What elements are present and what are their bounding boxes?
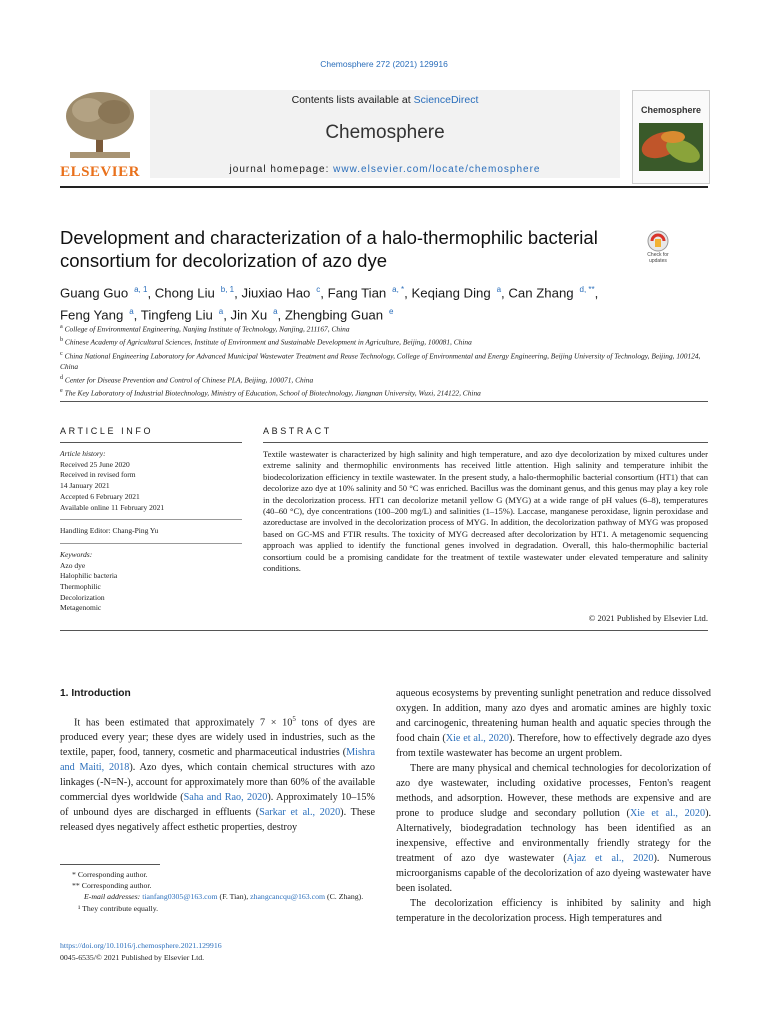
affiliation-item: $^b$ Chinese Academy of Agricultural Sciences, Institute of Environment and Sustainable Development in Agriculture, Beijing, 100081, China <box>60 337 472 347</box>
intro-paragraph-1: It has been estimated that approximately $7 \times 10^5$ tons of dyes are produced every year; these dyes are widely used in industries, such as the textile, paper, food, tannery, cosmetic and pharmaceutical industries (Mishra and Maiti, 2018). Azo dyes, which contain chemical structures with azo linkages (-N=N-), account for approximately more than 60% of the available commercial dyes worldwide (Saha and Rao, 2020). Approximately 10–15% of unbound dyes are discharged in effluents (Sarkar et al., 2020). These released dyes negatively affect esthetic properties, destroy <box>60 715 376 834</box>
affiliations <box>60 322 710 399</box>
article-info-heading: ARTICLE INFO <box>60 426 154 436</box>
body-left-column <box>60 686 375 835</box>
ref-sarkar-link[interactable]: Sarkar et al., 2020 <box>259 807 341 819</box>
abstract-bottom-rule <box>60 630 708 631</box>
author-affiliation-marker[interactable]: a <box>494 285 502 294</box>
footnote-rule <box>60 864 160 865</box>
homepage-line <box>150 164 620 175</box>
article-info-rule <box>60 442 242 443</box>
elsevier-logo[interactable] <box>60 90 140 182</box>
intro-paragraph-1-cont: aqueous ecosystems by preventing sunlight penetration and reduce dissolved oxygen. In addition, many azo dyes and aromatic amines are highly toxic and carcinogenic, threatening human health and aquatic species through the food chain (Xie et al., 2020). Therefore, how to effectively degrade azo dyes from textile wastewater has become an urgent problem. <box>396 688 711 759</box>
author-name[interactable]: Jin Xu <box>230 307 268 323</box>
author-list: Guang Guo $^{a, 1}$, Chong Liu $^{b, 1}$, Jiuxiao Hao $^c$, Fang Tian $^{a, *}$, Keqiang Ding $^a$, Can Zhang $^{d, **}$, Feng Yang $^a$, Tingfeng Liu $^a$, Jin Xu $^a$, Zhengbing Guan $^e$ <box>60 285 599 323</box>
footnote-equal-contribution: ¹ They contribute equally. <box>78 903 159 913</box>
footnote-emails: E-mail addresses: tianfang0305@163.com (F. Tian), zhangcancqu@163.com (C. Zhang). <box>84 892 364 902</box>
keyword-item: Metagenomic <box>60 603 102 613</box>
keyword-item: Thermophilic <box>60 582 101 592</box>
history-list <box>60 460 242 514</box>
bottom-info <box>60 940 375 963</box>
masthead-rule <box>60 186 708 188</box>
publisher-name: ELSEVIER <box>60 164 140 180</box>
cover-leaf-image <box>639 123 703 171</box>
abstract-text: Textile wastewater is characterized by high salinity and high temperature, and azo dye decolorization by mixed cultures under extreme salinity and thermophilic environments has received little attention. High salinity and temperature inhibit the biodecolorization efficiency in textile wastewater. In the present study, a halo-thermophilic bacterial consortium (HT1) that can decolorize azo dye at 10% salinity and 50 °C was enriched. Bacillus was the dominant genus, and this genus may play a key role in the decolorization process. HT1 can decolorize metanil yellow G (MYG) at a wide range of pH values (6–8), temperatures (40–60 °C), dye concentrations (100–200 mg/L) and salinities (1–15%). Laccase, manganese peroxidase, lignin peroxidase and azoreductase are involved in the decolorization process of MYG. In addition, the decolorization pathway of MYG was proposed based on GC-MS and FTIR results. The toxicity of MYG decreased after decolorization by HT1. A metagenomic sequencing approach was applied to identify the functional genes involved in degradation. Overall, this halo-thermophilic bacterial consortium could be a promising candidate for the treatment of textile wastewater under elevated temperature and salinity conditions. <box>263 449 708 574</box>
author-name[interactable]: Chong Liu <box>154 285 215 301</box>
author-name[interactable]: Can Zhang <box>508 285 574 301</box>
affiliation-item: $^a$ College of Environmental Engineering, Nanjing Institute of Technology, Nanjing, 211167, China <box>60 324 350 334</box>
keywords-list <box>60 561 242 615</box>
journal-cover[interactable] <box>632 90 710 184</box>
author-name[interactable]: Keqiang Ding <box>411 285 491 301</box>
issn-line: 0045-6535/© 2021 Published by Elsevier Ltd. <box>60 952 205 962</box>
journal-reference[interactable] <box>0 59 768 69</box>
author-affiliation-marker[interactable]: a <box>216 307 224 317</box>
article-title: Development and characterization of a halo-thermophilic bacterial consortium for decolorization of azo dye <box>60 227 598 271</box>
history-item: 14 January 2021 <box>60 481 110 491</box>
history-item: Received in revised form <box>60 470 136 480</box>
affiliation-item: $^c$ China National Engineering Laboratory for Advanced Municipal Wastewater Treatment and Reuse Technology, College of Environmental and Energy Engineering, Beijing University of Technology, Beijing, 100124, China <box>60 350 701 371</box>
ref-saha-link[interactable]: Saha and Rao, 2020 <box>183 792 268 804</box>
ref-xie-link-2[interactable]: Xie et al., 2020 <box>629 808 706 819</box>
abstract-copyright: © 2021 Published by Elsevier Ltd. <box>588 613 708 623</box>
author-affiliation-marker[interactable]: e <box>386 307 394 317</box>
contents-line <box>150 94 620 106</box>
doi-link[interactable]: https://doi.org/10.1016/j.chemosphere.2021.129916 <box>60 941 222 950</box>
history-item: Accepted 6 February 2021 <box>60 491 140 501</box>
homepage-prefix: journal homepage: <box>229 164 330 175</box>
affiliation-item: $^d$ Center for Disease Prevention and Control of Chinese PLA, Beijing, 100071, China <box>60 374 314 385</box>
author-name[interactable]: Jiuxiao Hao <box>241 285 311 301</box>
footnotes <box>60 869 375 914</box>
keyword-item: Halophilic bacteria <box>60 571 118 581</box>
elsevier-tree-icon <box>60 90 140 162</box>
check-for-updates-icon <box>643 230 673 254</box>
history-item: Received 25 June 2020 <box>60 459 130 469</box>
homepage-link[interactable]: www.elsevier.com/locate/chemosphere <box>333 164 541 175</box>
check-for-updates-label: Check for updates <box>647 252 669 264</box>
history-item: Available online 11 February 2021 <box>60 502 165 512</box>
footnote-corresponding-2: ** Corresponding author. <box>72 881 152 891</box>
author-name[interactable]: Tingfeng Liu <box>140 307 213 323</box>
abstract-heading: ABSTRACT <box>263 426 332 436</box>
cover-title: Chemosphere <box>640 105 702 115</box>
ref-ajaz-link[interactable]: Ajaz et al., 2020 <box>566 853 654 864</box>
handling-editor: Handling Editor: Chang-Ping Yu <box>60 526 159 536</box>
affiliation-item: $^e$ The Key Laboratory of Industrial Biotechnology, Ministry of Education, School of Biotechnology, Jiangnan University, Wuxi, 214122, China <box>60 387 481 398</box>
keywords-label: Keywords: <box>60 549 93 559</box>
journal-name: Chemosphere <box>325 122 445 143</box>
contents-prefix: Contents lists available at <box>291 94 411 106</box>
author-affiliation-marker[interactable]: c <box>314 285 321 294</box>
author-name[interactable]: Fang Tian <box>327 285 387 301</box>
keyword-item: Azo dye <box>60 560 86 570</box>
footnote-corresponding-1: * Corresponding author. <box>72 870 148 879</box>
email-tian-link[interactable]: tianfang0305@163.com <box>142 892 218 902</box>
history-label: Article history: <box>60 449 106 458</box>
masthead <box>60 90 708 182</box>
author-affiliation-marker[interactable]: a, 1 <box>131 285 148 294</box>
article-info <box>60 449 242 614</box>
abstract-rule <box>263 442 708 443</box>
body-right-column <box>396 686 711 926</box>
author-name[interactable]: Feng Yang <box>60 307 124 323</box>
author-affiliation-marker[interactable]: a, * <box>389 285 405 294</box>
sciencedirect-link[interactable]: ScienceDirect <box>413 94 479 106</box>
ref-mishra-link[interactable]: Mishra and Maiti, 2018 <box>60 747 375 774</box>
author-affiliation-marker[interactable]: d, ** <box>577 285 595 294</box>
author-affiliation-marker[interactable]: a <box>126 307 134 317</box>
masthead-center <box>150 90 620 178</box>
introduction-heading: 1. Introduction <box>60 688 131 699</box>
header-rule <box>60 401 708 402</box>
author-name[interactable]: Guang Guo <box>60 285 129 301</box>
author-affiliation-marker[interactable]: b, 1 <box>218 285 235 294</box>
keyword-item: Decolorization <box>60 592 105 602</box>
author-name[interactable]: Zhengbing Guan <box>284 307 384 323</box>
intro-paragraph-2: There are many physical and chemical technologies for decolorization of azo dye wastewater, including oxidative processes, Fenton's reagent methods, and adsorption. However, these methods are expensive and are prone to produce sludge and secondary pollution (Xie et al., 2020). Alternatively, biodegradation technology has been identified as an inexpensive, effective and environmentally friendly strategy for the treatment of azo dye wastewater (Ajaz et al., 2020). Numerous microorganisms capable of the decolorization of azo dyeing wastewater have been isolated. <box>396 763 712 894</box>
intro-paragraph-3: The decolorization efficiency is inhibited by salinity and high temperature in the decolorization process. High temperatures and <box>396 898 711 924</box>
check-for-updates-badge[interactable] <box>643 230 673 270</box>
email-zhang-link[interactable]: zhangcancqu@163.com <box>250 892 326 902</box>
author-affiliation-marker[interactable]: a <box>270 307 278 317</box>
ref-xie-link-1[interactable]: Xie et al., 2020 <box>445 733 510 744</box>
journal-reference-link[interactable]: Chemosphere 272 (2021) 129916 <box>320 59 448 69</box>
